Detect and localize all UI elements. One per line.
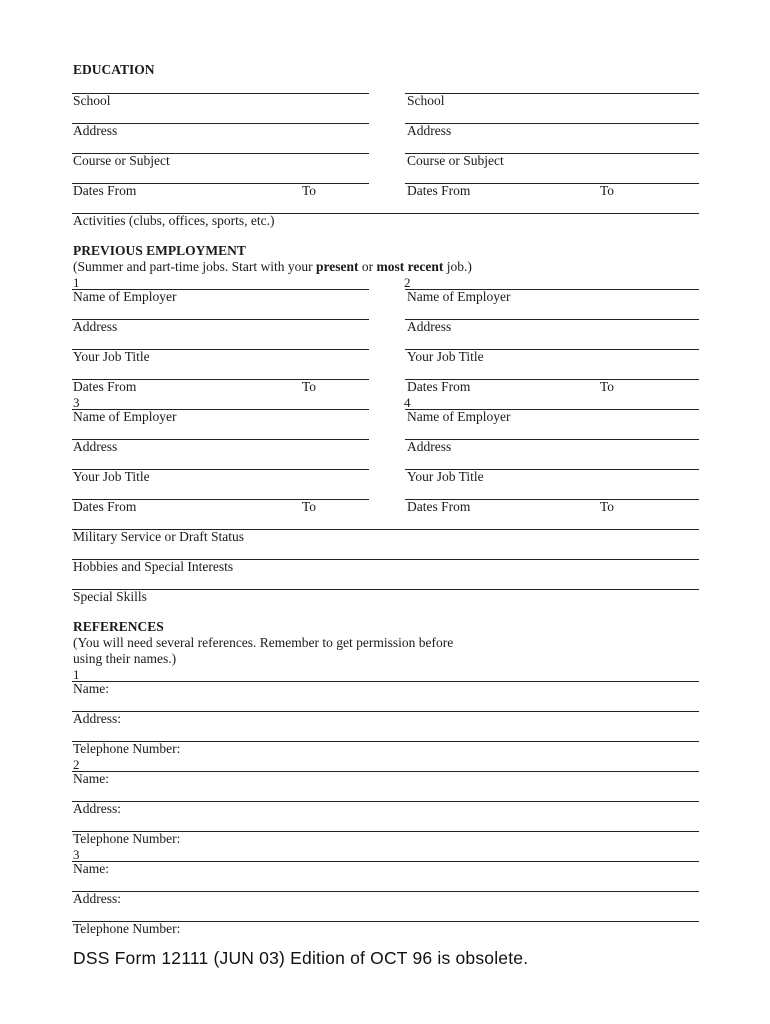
job-4-dates-to-label: To [600,499,615,514]
education-heading: EDUCATION [73,62,155,77]
reference-3-phone-label: Telephone Number: [73,921,181,936]
job-1-dates-from-label: Dates From [73,379,137,394]
job-1-dates-to-label: To [302,379,317,394]
reference-2-phone-label: Telephone Number: [73,831,181,846]
reference-3-address-line[interactable] [72,891,699,892]
reference-2-name-label: Name: [73,771,109,786]
activities-label: Activities (clubs, offices, sports, etc.) [73,213,275,228]
reference-1-name-label: Name: [73,681,109,696]
military-label: Military Service or Draft Status [73,529,244,544]
reference-1-address-line[interactable] [72,711,699,712]
hobbies-label: Hobbies and Special Interests [73,559,234,574]
employment-note: (Summer and part-time jobs. Start with your present or most recent job.) [73,259,472,274]
references-heading: REFERENCES [73,619,164,634]
reference-2-address-label: Address: [73,801,121,816]
job-3-dates-to-label: To [302,499,317,514]
school-2-line[interactable] [405,93,699,94]
job-3-address-label: Address [73,439,118,454]
job-2-dates-from-label: Dates From [407,379,471,394]
employer-2-label: Name of Employer [407,289,511,304]
reference-3-name-line[interactable] [72,861,699,862]
school-2-label: School [407,93,445,108]
job-2-number: 2 [404,275,411,290]
edu-address-1-label: Address [73,123,118,138]
job-1-number: 1 [73,275,80,290]
edu-dates-to-1-label: To [302,183,317,198]
course-1-label: Course or Subject [73,153,170,168]
job-3-title-label: Your Job Title [73,469,150,484]
edu-address-2-label: Address [407,123,452,138]
reference-2-address-line[interactable] [72,801,699,802]
edu-dates-from-2-label: Dates From [407,183,471,198]
job-4-number: 4 [404,395,411,410]
job-3-number: 3 [73,395,80,410]
references-note-line-2: using their names.) [73,651,177,666]
job-2-address-label: Address [407,319,452,334]
edu-dates-to-2-label: To [600,183,615,198]
school-1-label: School [73,93,111,108]
skills-line[interactable] [72,589,699,590]
form-footer: DSS Form 12111 (JUN 03) Edition of OCT 96 is obsolete. [73,948,529,968]
job-1-title-label: Your Job Title [73,349,150,364]
reference-3-number: 3 [73,847,80,862]
job-2-dates-to-label: To [600,379,615,394]
employment-heading: PREVIOUS EMPLOYMENT [73,243,246,258]
employer-4-label: Name of Employer [407,409,511,424]
reference-3-address-label: Address: [73,891,121,906]
job-4-address-label: Address [407,439,452,454]
employer-1-label: Name of Employer [73,289,177,304]
reference-1-phone-label: Telephone Number: [73,741,181,756]
job-2-title-label: Your Job Title [407,349,484,364]
job-3-dates-from-label: Dates From [73,499,137,514]
references-note-line-1: (You will need several references. Remember to get permission before [73,635,454,650]
reference-1-number: 1 [73,667,80,682]
employer-3-label: Name of Employer [73,409,177,424]
course-2-label: Course or Subject [407,153,504,168]
edu-dates-from-1-label: Dates From [73,183,137,198]
reference-3-name-label: Name: [73,861,109,876]
reference-1-address-label: Address: [73,711,121,726]
job-4-title-label: Your Job Title [407,469,484,484]
reference-2-number: 2 [73,757,80,772]
reference-1-name-line[interactable] [72,681,699,682]
job-4-dates-from-label: Dates From [407,499,471,514]
reference-2-name-line[interactable] [72,771,699,772]
school-1-line[interactable] [72,93,369,94]
job-1-address-label: Address [73,319,118,334]
skills-label: Special Skills [73,589,147,604]
